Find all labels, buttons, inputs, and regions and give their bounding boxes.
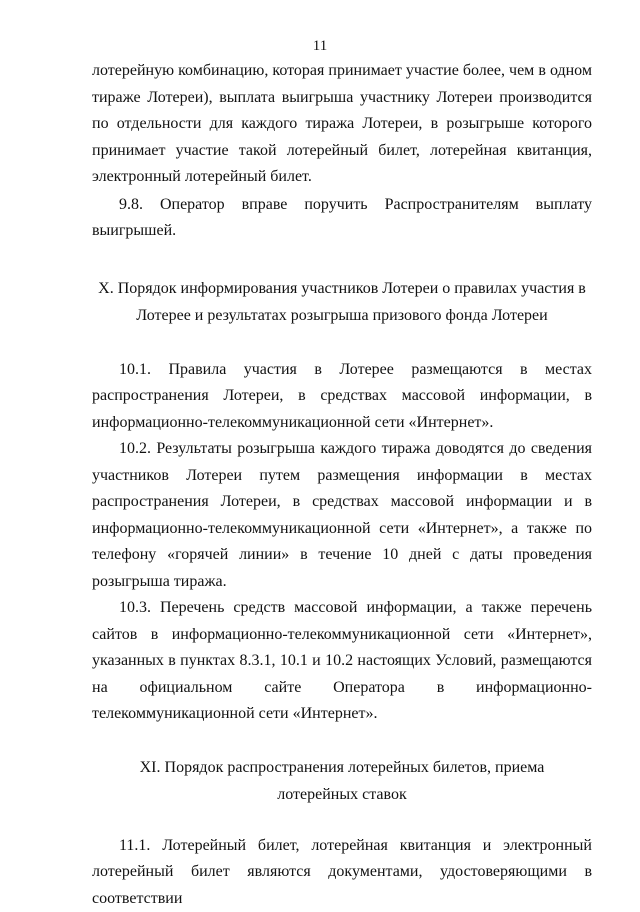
page-number: 11: [0, 36, 640, 56]
clause-9-8: 9.8. Оператор вправе поручить Распространителям выплату выигрышей.: [92, 192, 592, 245]
clause-10-3: 10.3. Перечень средств массовой информации, а также перечень сайтов в информационно-телекоммуникационной сети «Интернет», указанных в пунктах 8.3.1, 10.1 и 10.2 настоящих Условий, размещаются на официальном сайте Оператора в информационно-телекоммуникационной сети «Интернет».: [92, 595, 592, 728]
page-content: [92, 58, 592, 912]
section-11-heading: XI. Порядок распространения лотерейных билетов, приема лотерейных ставок: [92, 754, 592, 808]
clause-10-1: 10.1. Правила участия в Лотерее размещаются в местах распространения Лотереи, в средствах массовой информации, в информационно-телекоммуникационной сети «Интернет».: [92, 357, 592, 437]
section-10-heading: X. Порядок информирования участников Лотереи о правилах участия в Лотерее и результатах розыгрыша призового фонда Лотереи: [92, 275, 592, 329]
clause-11-1: 11.1. Лотерейный билет, лотерейная квитанция и электронный лотерейный билет являются документами, удостоверяющими в соответствии: [92, 833, 592, 912]
clause-10-2: 10.2. Результаты розыгрыша каждого тиража доводятся до сведения участников Лотереи путем размещения информации в местах распространения Лотереи, в средствах массовой информации и в информационно-телекоммуникационной сети «Интернет», а также по телефону «горячей линии» в течение 10 дней с даты проведения розыгрыша тиража.: [92, 436, 592, 595]
intro-paragraph: лотерейную комбинацию, которая принимает участие более, чем в одном тираже Лотереи), выплата выигрыша участнику Лотереи производится по отдельности для каждого тиража Лотереи, в розыгрыше которого принимает участие такой лотерейный билет, лотерейная квитанция, электронный лотерейный билет.: [92, 58, 592, 191]
